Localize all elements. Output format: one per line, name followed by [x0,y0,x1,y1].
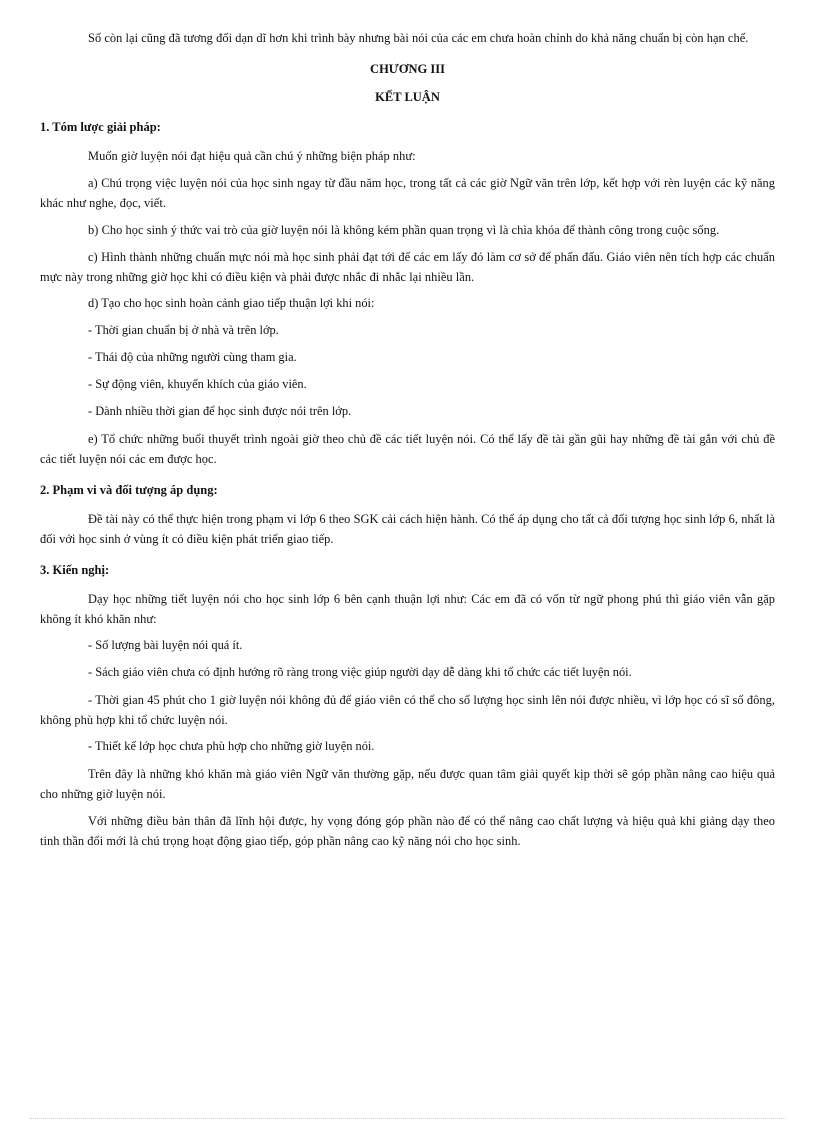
section-3-lead: Dạy học những tiết luyện nói cho học sinh lớp 6 bên cạnh thuận lợi như: Các em đã có vốn từ ngữ phong phú thì giáo viên vẫn gặp không ít khó khăn như: [40,592,775,626]
section-1-item-b: b) Cho học sinh ý thức vai trò của giờ luyện nói là không kém phần quan trọng vì là chìa khóa để thành công trong cuộc sống. [88,223,720,237]
section-1-item-e: e) Tổ chức những buổi thuyết trình ngoài giờ theo chủ đề các tiết luyện nói. Có thể lấy đề tài gần gũi hay những đề tài gắn với chủ đề các tiết luyện nói các em được học. [40,432,775,466]
list-item: - Thiết kế lớp học chưa phù hợp cho những giờ luyện nói. [88,739,375,753]
section-1-item-a: a) Chú trọng việc luyện nói của học sinh ngay từ đầu năm học, trong tất cả các giờ Ngữ văn trên lớp, kết hợp với rèn luyện các kỹ năng khác như nghe, đọc, viết. [40,176,775,210]
section-1-heading: 1. Tóm lược giải pháp: [40,120,161,134]
chapter-title: KẾT LUẬN [375,90,440,104]
list-item: - Thời gian chuẩn bị ở nhà và trên lớp. [88,323,279,337]
section-1-lead: Muốn giờ luyện nói đạt hiệu quả cần chú ý những biện pháp như: [88,149,416,163]
chapter-number: CHƯƠNG III [370,62,445,76]
list-item: - Dành nhiều thời gian để học sinh được nói trên lớp. [88,404,352,418]
section-3-paragraph-1: Trên đây là những khó khăn mà giáo viên Ngữ văn thường gặp, nếu được quan tâm giải quyết kịp thời sẽ góp phần nâng cao hiệu quả cho những giờ luyện nói. [40,767,775,801]
list-item: - Sách giáo viên chưa có định hướng rõ ràng trong việc giúp người dạy dễ dàng khi tổ chức các tiết luyện nói. [88,665,632,679]
section-1-item-c: c) Hình thành những chuẩn mực nói mà học sinh phải đạt tới để các em lấy đó làm cơ sở để phấn đấu. Giáo viên nên tích hợp các chuẩn mực này trong những giờ học khi có điều kiện và phải được nhắc đi nhắc lại nhiều lần. [40,250,775,284]
section-2-text: Đề tài này có thể thực hiện trong phạm vi lớp 6 theo SGK cải cách hiện hành. Có thể áp dụng cho tất cả đối tượng học sinh lớp 6, nhất là đối với học sinh ở vùng ít có điều kiện phát triển giao tiếp. [40,512,775,546]
section-3-heading: 3. Kiến nghị: [40,563,110,577]
section-3-paragraph-2: Với những điều bản thân đã lĩnh hội được, hy vọng đóng góp phần nào để có thể nâng cao chất lượng và hiệu quả khi giảng dạy theo tinh thần đổi mới là chú trọng hoạt động giao tiếp, góp phần nâng cao kỹ năng nói cho học sinh. [40,814,775,848]
intro-paragraph: Số còn lại cũng đã tương đối dạn dĩ hơn khi trình bày nhưng bài nói của các em chưa hoàn chỉnh do khả năng chuẩn bị còn hạn chế. [88,31,749,45]
page-bottom-divider [30,1118,786,1119]
list-item: - Thái độ của những người cùng tham gia. [88,350,297,364]
section-1-item-d: d) Tạo cho học sinh hoàn cảnh giao tiếp thuận lợi khi nói: [88,296,375,310]
list-item: - Sự động viên, khuyến khích của giáo viên. [88,377,307,391]
list-item: - Thời gian 45 phút cho 1 giờ luyện nói không đủ để giáo viên có thể cho số lượng học sinh lên nói được nhiều, vì lớp học có sĩ số đông, không phù hợp khi tổ chức luyện nói. [40,693,775,727]
section-2-heading: 2. Phạm vi và đối tượng áp dụng: [40,483,218,497]
list-item: - Số lượng bài luyện nói quá ít. [88,638,243,652]
document-page [40,28,775,858]
